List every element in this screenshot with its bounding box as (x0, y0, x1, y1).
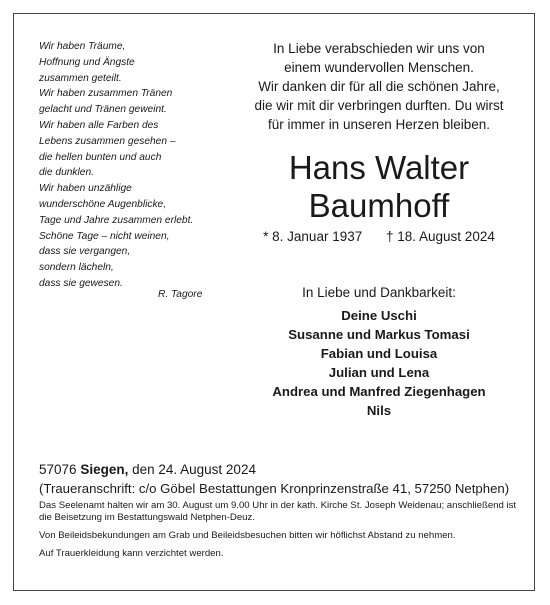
poem-line: Tage und Jahre zusammen erlebt. (39, 214, 194, 226)
postcode: 57076 (39, 462, 77, 477)
intro-line: In Liebe verabschieden wir uns von (273, 41, 485, 56)
poem-line: Wir haben unzählige (39, 183, 132, 195)
poem-line: Wir haben Träume, (39, 41, 126, 52)
poem (39, 39, 224, 292)
mourning-address: (Traueranschrift: c/o Göbel Bestattungen Kronprinzenstraße 41, 57250 Netphen) (39, 481, 510, 496)
poem-line: dass sie gewesen. (39, 277, 123, 289)
poem-line: die hellen bunten und auch (39, 151, 162, 163)
place-and-date (39, 460, 519, 479)
poem-line: Lebens zusammen gesehen – (39, 135, 176, 147)
poem-line: die dunklen. (39, 167, 94, 179)
intro-line: die wir mit dir verbringen durften. Du wirst (254, 98, 504, 113)
note-condolences: Von Beileidsbekundungen am Grab und Beileidsbesuchen bitten wir höflichst Abstand zu nehmen. (39, 530, 456, 541)
mourner-name: Susanne und Markus Tomasi (288, 327, 470, 342)
intro-line: Wir danken dir für all die schönen Jahre, (258, 79, 500, 94)
poem-line: sondern lächeln, (39, 262, 114, 274)
mourners-list (234, 306, 524, 420)
poem-line: Wir haben zusammen Tränen (39, 88, 173, 100)
birth-date: * 8. Januar 1937 (263, 229, 363, 244)
intro-line: für immer in unseren Herzen bleiben. (267, 117, 491, 132)
deceased-name-second-line: Baumhoff (308, 187, 450, 224)
notice-date: den 24. August 2024 (132, 462, 256, 477)
life-dates (234, 229, 524, 244)
poem-line: gelacht und Tränen geweint. (39, 104, 167, 116)
mourner-name: Andrea und Manfred Ziegenhagen (272, 384, 486, 399)
poem-line: Hoffnung und Ängste (39, 56, 135, 68)
deceased-name-first-line: Hans Walter (288, 149, 470, 186)
mourner-name: Nils (366, 403, 392, 418)
poem-line: dass sie vergangen, (39, 246, 131, 258)
poem-line: zusammen geteilt. (39, 72, 122, 84)
poem-line: Schöne Tage – nicht weinen, (39, 230, 170, 242)
poem-author: R. Tagore (158, 289, 203, 300)
mourner-name: Deine Uschi (341, 308, 417, 323)
deceased-name (234, 149, 524, 225)
mourners-intro: In Liebe und Dankbarkeit: (302, 285, 456, 300)
poem-line: wunderschöne Augenblicke, (39, 198, 167, 210)
note-funeral-service: Das Seelenamt halten wir am 30. August um 9.00 Uhr in der kath. Kirche St. Joseph Weidenau; anschließend ist die Beisetzung im Bestattungswald Netphen-Deuz. (39, 500, 517, 523)
intro-text (234, 39, 524, 134)
mourner-name: Fabian und Louisa (320, 346, 438, 361)
footer (39, 460, 519, 566)
city: Siegen, (80, 462, 129, 477)
notes (39, 500, 519, 560)
poem-line: Wir haben alle Farben des (39, 119, 159, 131)
mourner-name: Julian und Lena (328, 365, 430, 380)
death-date: † 18. August 2024 (386, 229, 495, 244)
intro-line: einem wundervollen Menschen. (284, 60, 474, 75)
note-dress-code: Auf Trauerkleidung kann verzichtet werden. (39, 548, 224, 559)
